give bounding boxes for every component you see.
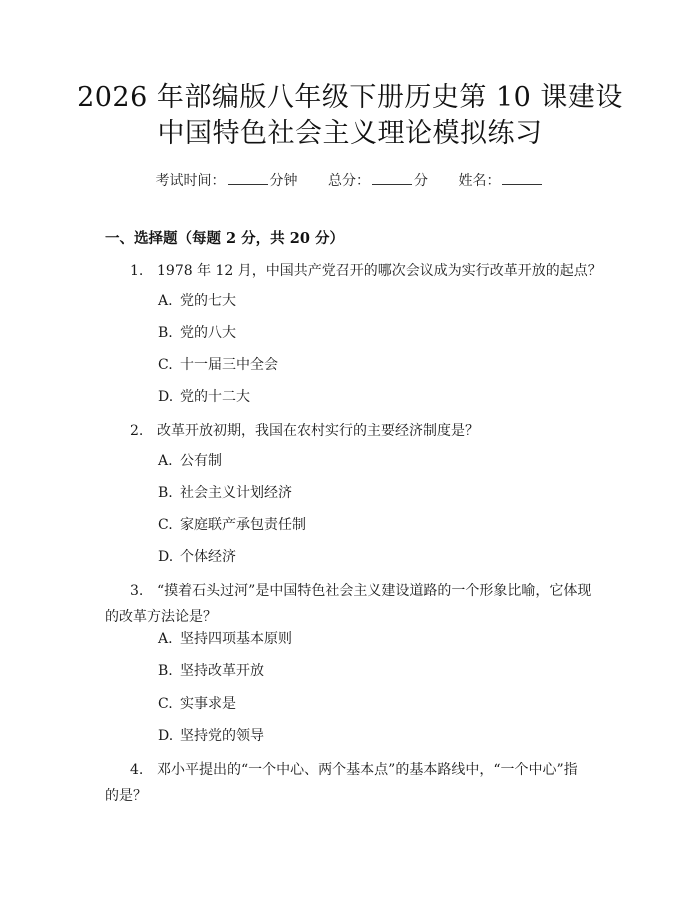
option-letter: C. bbox=[158, 696, 173, 712]
total-score-label: 总分： bbox=[328, 173, 370, 189]
option-text: 社会主义计划经济 bbox=[180, 485, 292, 501]
question-number: 2. bbox=[130, 423, 144, 439]
question-1-option-d bbox=[158, 387, 250, 407]
question-text: 1978 年 12 月，中国共产党召开的哪次会议成为实行改革开放的起点？ bbox=[157, 263, 602, 279]
question-3 bbox=[105, 578, 605, 630]
option-text: 家庭联产承包责任制 bbox=[180, 517, 306, 533]
question-text: 改革开放初期，我国在农村实行的主要经济制度是？ bbox=[157, 423, 479, 439]
option-text: 个体经济 bbox=[180, 549, 236, 565]
total-score-field bbox=[328, 173, 432, 189]
document-title-line-1: 2026 年部编版八年级下册历史第 10 课建设 bbox=[77, 82, 623, 113]
student-name-field bbox=[458, 173, 544, 189]
question-1-option-b bbox=[158, 323, 236, 343]
question-3-option-b bbox=[158, 661, 264, 681]
option-letter: B. bbox=[158, 663, 173, 679]
question-2-option-b bbox=[158, 483, 292, 503]
question-number: 3. bbox=[130, 583, 144, 599]
question-3-option-a bbox=[158, 629, 292, 649]
option-letter: A. bbox=[158, 631, 173, 647]
question-2-option-c bbox=[158, 515, 306, 535]
question-3-option-c bbox=[158, 694, 236, 714]
option-text: 坚持党的领导 bbox=[180, 728, 264, 744]
question-number: 1. bbox=[130, 263, 144, 279]
question-4 bbox=[105, 757, 605, 809]
question-number: 4. bbox=[130, 762, 144, 778]
option-letter: A. bbox=[158, 293, 173, 309]
exam-time-field bbox=[156, 173, 302, 189]
option-letter: D. bbox=[158, 389, 174, 405]
question-text-line-1: “摸着石头过河”是中国特色社会主义建设道路的一个形象比喻，它体现 bbox=[157, 583, 592, 599]
option-letter: B. bbox=[158, 325, 173, 341]
total-score-blank bbox=[372, 170, 412, 185]
question-2-option-a bbox=[158, 451, 222, 471]
question-text-line-1: 邓小平提出的“一个中心、两个基本点”的基本路线中，“一个中心”指 bbox=[157, 762, 578, 778]
question-1-option-a bbox=[158, 291, 236, 311]
option-text: 党的八大 bbox=[180, 325, 236, 341]
section-heading-choice: 一、选择题（每题 2 分，共 20 分） bbox=[105, 230, 344, 247]
option-text: 坚持四项基本原则 bbox=[180, 631, 292, 647]
question-1-option-c bbox=[158, 355, 278, 375]
option-text: 党的十二大 bbox=[180, 389, 250, 405]
exam-info-line bbox=[0, 170, 700, 191]
student-name-blank bbox=[502, 170, 542, 185]
option-letter: C. bbox=[158, 517, 173, 533]
option-text: 实事求是 bbox=[180, 696, 236, 712]
option-letter: D. bbox=[158, 728, 174, 744]
question-2-option-d bbox=[158, 547, 236, 567]
option-letter: B. bbox=[158, 485, 173, 501]
option-text: 坚持改革开放 bbox=[180, 663, 264, 679]
option-text: 公有制 bbox=[180, 453, 222, 469]
document-title-line-2: 中国特色社会主义理论模拟练习 bbox=[157, 118, 543, 149]
exam-time-unit: 分钟 bbox=[269, 173, 298, 189]
option-letter: D. bbox=[158, 549, 174, 565]
question-2 bbox=[105, 418, 605, 444]
question-3-option-d bbox=[158, 726, 264, 746]
option-letter: C. bbox=[158, 357, 173, 373]
question-text-line-2: 的改革方法论是？ bbox=[105, 609, 217, 625]
option-letter: A. bbox=[158, 453, 173, 469]
option-text: 党的七大 bbox=[180, 293, 236, 309]
question-text-line-2: 的是？ bbox=[105, 788, 147, 804]
exam-time-label: 考试时间： bbox=[155, 173, 226, 189]
student-name-label: 姓名： bbox=[458, 173, 501, 189]
question-1 bbox=[105, 258, 605, 284]
exam-time-blank bbox=[228, 170, 268, 185]
total-score-unit: 分 bbox=[414, 173, 428, 189]
option-text: 十一届三中全会 bbox=[180, 357, 278, 373]
